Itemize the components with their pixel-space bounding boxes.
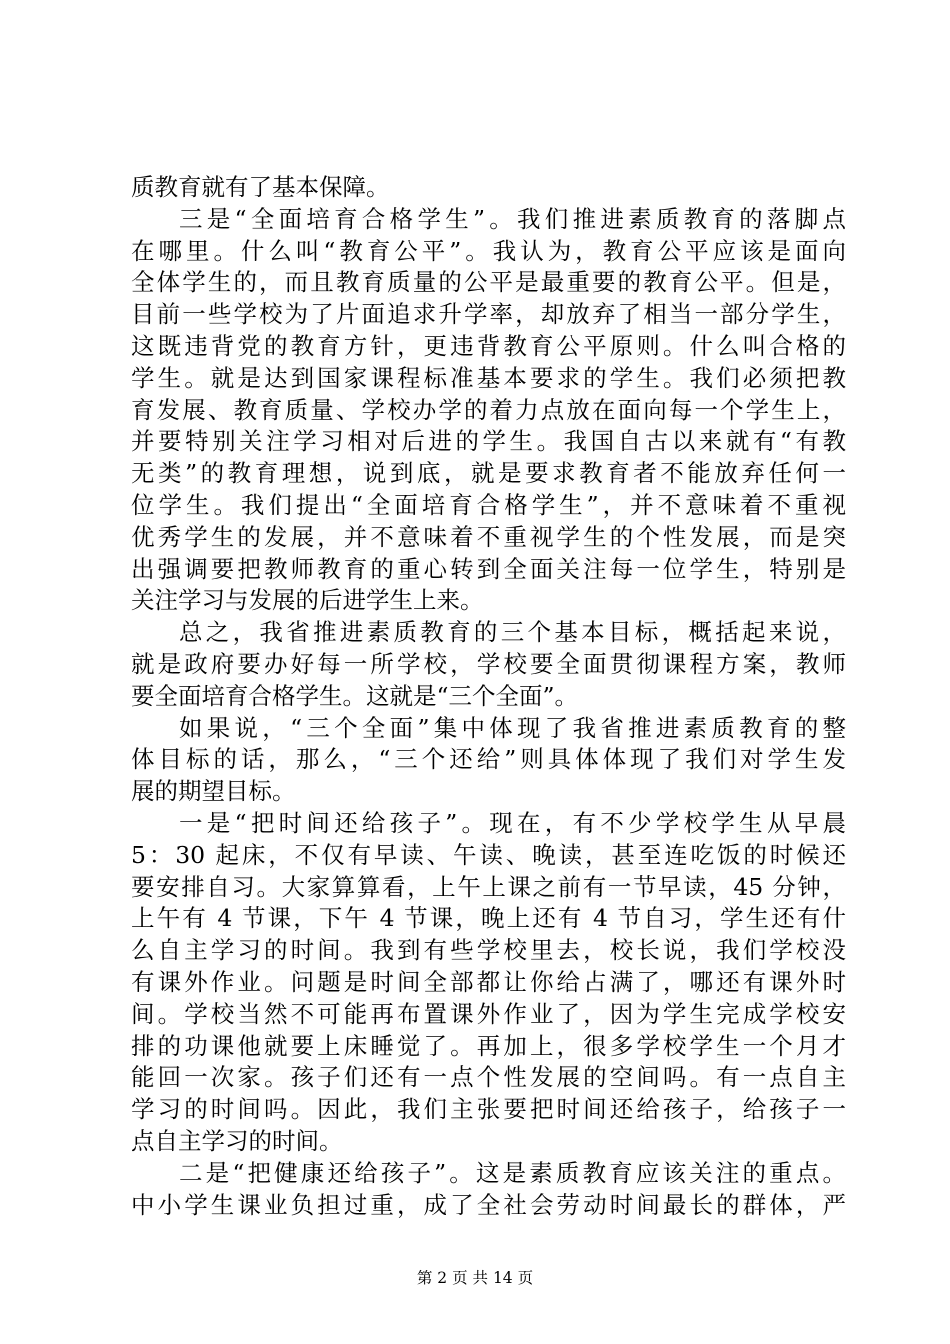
text-line: 优秀学生的发展，并不意味着不重视学生的个性发展，而是突	[131, 522, 846, 551]
text-line: 就是政府要办好每一所学校，学校要全面贯彻课程方案，教师	[131, 649, 846, 678]
text-line: 体目标的话，那么，“三个还给”则具体体现了我们对学生发	[131, 745, 846, 774]
text-line: 要安排自习。大家算算看，上午上课之前有一节早读，45 分钟，	[131, 872, 846, 901]
text-line: 点自主学习的时间。	[131, 1126, 343, 1155]
text-line: 排的功课他就要上床睡觉了。再加上，很多学校学生一个月才	[131, 1031, 846, 1060]
text-line: 能回一次家。孩子们还有一点个性发展的空间吗。有一点自主	[131, 1063, 846, 1092]
text-line: 三是“全面培育合格学生”。我们推进素质教育的落脚点	[179, 204, 846, 233]
text-line: 总之，我省推进素质教育的三个基本目标，概括起来说，	[179, 618, 846, 647]
text-line: 如果说，“三个全面”集中体现了我省推进素质教育的整	[179, 713, 846, 742]
text-line: 育发展、教育质量、学校办学的着力点放在面向每一个学生上，	[131, 395, 846, 424]
text-line: 间。学校当然不可能再布置课外作业了，因为学生完成学校安	[131, 999, 846, 1028]
text-line: 质教育就有了基本保障。	[131, 173, 390, 201]
text-line: 并要特别关注学习相对后进的学生。我国自古以来就有“有教	[131, 427, 846, 456]
text-line: 有课外作业。问题是时间全部都让你给占满了，哪还有课外时	[131, 967, 846, 996]
text-line: 上午有 4 节课，下午 4 节课，晚上还有 4 节自习，学生还有什	[131, 904, 846, 933]
text-line: 么自主学习的时间。我到有些学校里去，校长说，我们学校没	[131, 936, 846, 965]
text-line: 学生。就是达到国家课程标准基本要求的学生。我们必须把教	[131, 363, 846, 392]
text-line: 关注学习与发展的后进学生上来。	[131, 586, 484, 615]
text-line: 在哪里。什么叫“教育公平”。我认为，教育公平应该是面向	[131, 236, 846, 265]
text-line: 无类”的教育理想，说到底，就是要求教育者不能放弃任何一	[131, 459, 846, 488]
text-line: 学习的时间吗。因此，我们主张要把时间还给孩子，给孩子一	[131, 1095, 846, 1124]
text-line: 目前一些学校为了片面追求升学率，却放弃了相当一部分学生，	[131, 300, 846, 329]
text-line: 中小学生课业负担过重，成了全社会劳动时间最长的群体，严	[131, 1190, 846, 1219]
text-line: 一是“把时间还给孩子”。现在，有不少学校学生从早晨	[179, 808, 846, 837]
text-line: 要全面培育合格学生。这就是“三个全面”。	[131, 681, 579, 710]
body-text	[131, 172, 846, 1221]
text-line: 位学生。我们提出“全面培育合格学生”，并不意味着不重视	[131, 490, 846, 519]
text-line: 这既违背党的教育方针，更违背教育公平原则。什么叫合格的	[131, 331, 846, 360]
text-line: 二是“把健康还给孩子”。这是素质教育应该关注的重点。	[179, 1158, 846, 1187]
text-line: 展的期望目标。	[131, 777, 296, 806]
text-line: 5：30 起床，不仅有早读、午读、晚读，甚至连吃饭的时候还	[131, 840, 846, 869]
text-line: 全体学生的，而且教育质量的公平是最重要的教育公平。但是，	[131, 268, 846, 297]
page-number-footer: 第 2 页 共 14 页	[416, 1269, 534, 1287]
text-line: 出强调要把教师教育的重心转到全面关注每一位学生，特别是	[131, 554, 846, 583]
